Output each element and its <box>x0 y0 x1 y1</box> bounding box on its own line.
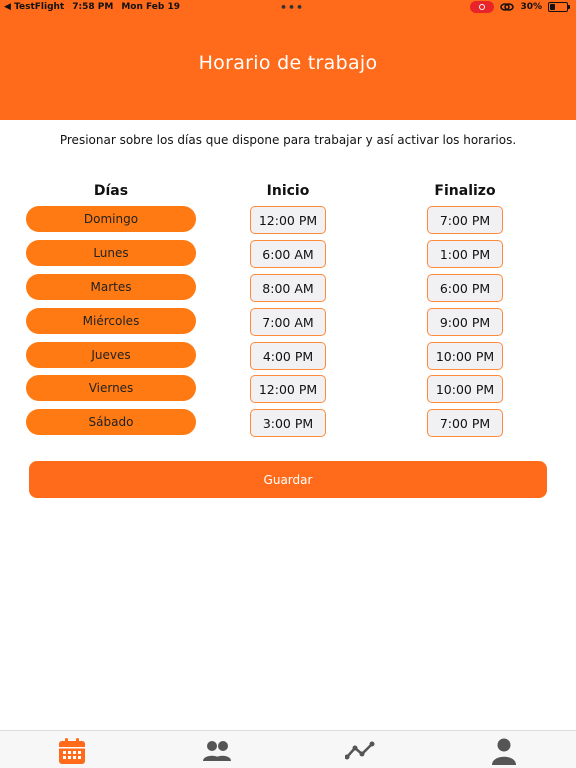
column-header-start: Inicio <box>266 183 310 199</box>
day-button[interactable]: Viernes <box>26 375 196 401</box>
calendar-icon[interactable] <box>58 737 86 765</box>
status-right <box>470 1 568 13</box>
status-left <box>4 2 180 12</box>
start-time-field[interactable]: 3:00 PM <box>250 409 326 437</box>
instructions-text: Presionar sobre los días que dispone para trabajar y así activar los horarios. <box>59 133 517 147</box>
schedule-row <box>0 206 576 234</box>
status-bar <box>0 0 576 16</box>
schedule-row <box>0 409 576 437</box>
save-button[interactable]: Guardar <box>29 461 547 498</box>
end-time-field[interactable]: 7:00 PM <box>427 206 503 234</box>
stats-icon[interactable] <box>345 737 373 765</box>
users-icon[interactable] <box>202 737 230 765</box>
start-time-field[interactable]: 12:00 PM <box>250 206 326 234</box>
start-time-field[interactable]: 8:00 AM <box>250 274 326 302</box>
back-to-app-link[interactable]: ◀ TestFlight <box>4 2 65 12</box>
end-time-field[interactable]: 9:00 PM <box>427 308 503 336</box>
end-time-field[interactable]: 10:00 PM <box>427 375 503 403</box>
day-button[interactable]: Lunes <box>26 240 196 266</box>
profile-icon[interactable] <box>490 737 518 765</box>
schedule-row <box>0 375 576 403</box>
page-title: Horario de trabajo <box>198 52 378 74</box>
status-time: 7:58 PM <box>72 2 114 12</box>
screen-recording-icon[interactable] <box>470 1 494 13</box>
column-header-end: Finalizo <box>434 183 496 199</box>
status-date: Mon Feb 19 <box>121 2 180 12</box>
multitasking-dots-icon[interactable]: ••• <box>280 1 305 14</box>
battery-percent: 30% <box>520 2 542 12</box>
day-button[interactable]: Domingo <box>26 206 196 232</box>
end-time-field[interactable]: 10:00 PM <box>427 342 503 370</box>
end-time-field[interactable]: 6:00 PM <box>427 274 503 302</box>
end-time-field[interactable]: 1:00 PM <box>427 240 503 268</box>
schedule-row <box>0 240 576 268</box>
column-header-days: Días <box>93 183 129 199</box>
tab-bar <box>0 730 576 768</box>
day-button[interactable]: Jueves <box>26 342 196 368</box>
schedule-row <box>0 308 576 336</box>
schedule-row <box>0 274 576 302</box>
day-button[interactable]: Sábado <box>26 409 196 435</box>
link-icon <box>500 2 514 12</box>
schedule-row <box>0 342 576 370</box>
day-button[interactable]: Miércoles <box>26 308 196 334</box>
back-app-name: TestFlight <box>14 2 65 12</box>
end-time-field[interactable]: 7:00 PM <box>427 409 503 437</box>
day-button[interactable]: Martes <box>26 274 196 300</box>
start-time-field[interactable]: 4:00 PM <box>250 342 326 370</box>
start-time-field[interactable]: 12:00 PM <box>250 375 326 403</box>
start-time-field[interactable]: 7:00 AM <box>250 308 326 336</box>
app-header <box>0 0 576 120</box>
battery-icon <box>548 2 568 12</box>
start-time-field[interactable]: 6:00 AM <box>250 240 326 268</box>
